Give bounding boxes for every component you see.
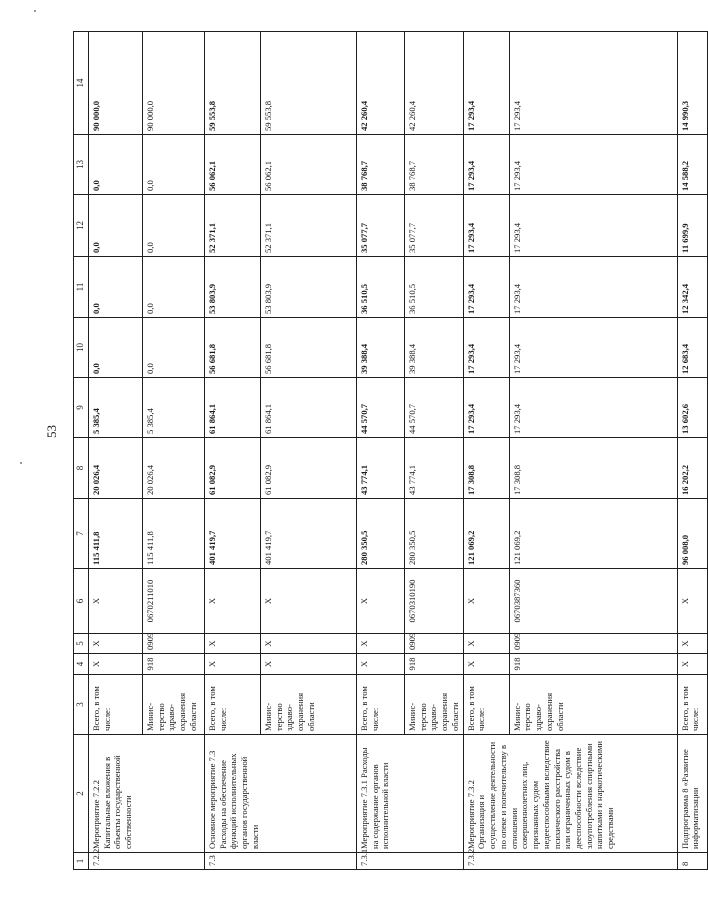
column-number: 2: [74, 735, 89, 853]
amount-v13: 0,0: [89, 135, 143, 195]
column-number: 6: [74, 569, 89, 634]
scan-speck: [20, 462, 22, 464]
budget-code-c5: 0909: [405, 634, 464, 654]
amount-v14: 90 000,0: [143, 32, 205, 135]
amount-v14: 59 553,8: [261, 32, 357, 135]
amount-v13: 56 062,1: [205, 135, 261, 195]
amount-v8: 61 082,9: [261, 438, 357, 499]
row-number: 7.3.2: [463, 853, 677, 870]
amount-v12: 17 293,4: [509, 195, 677, 257]
amount-v12: 0,0: [89, 195, 143, 257]
amount-v10: 39 388,4: [405, 318, 464, 378]
budget-code-c4: 918: [143, 654, 205, 675]
budget-code-c4: 918: [405, 654, 464, 675]
budget-code-c4: Х: [677, 654, 707, 675]
budget-code-c4: Х: [463, 654, 509, 675]
budget-code-c6: Х: [205, 569, 261, 634]
amount-v11: 53 803,9: [205, 257, 261, 318]
scan-speck: [34, 10, 36, 12]
amount-v8: 17 308,8: [463, 438, 509, 499]
amount-v10: 39 388,4: [357, 318, 405, 378]
column-number: 1: [74, 853, 89, 870]
amount-v9: 17 293,4: [463, 378, 509, 438]
budget-code-c4: Х: [89, 654, 143, 675]
measure-name: Подпрограмма 8 «Развитие информатизации: [677, 735, 707, 853]
budget-code-c6: Х: [677, 569, 707, 634]
column-number: 11: [74, 257, 89, 318]
amount-v13: 17 293,4: [463, 135, 509, 195]
amount-v11: 12 342,4: [677, 257, 707, 318]
amount-v12: 35 077,7: [405, 195, 464, 257]
measure-name: Мероприятие 7.2.2 Капитальные вложения в объекты государственной собственности: [89, 735, 205, 853]
budget-code-c5: Х: [261, 634, 357, 654]
amount-v10: 17 293,4: [463, 318, 509, 378]
row-number: 8: [677, 853, 707, 870]
amount-v10: 0,0: [143, 318, 205, 378]
amount-v8: 61 082,9: [205, 438, 261, 499]
measure-name: Мероприятие 7.3.2 Организация и осуществление деятельности по опеке и попечительству в отношении совершеннолетних лиц, признанных судом недееспособными вследствие психического расстройства или ограниченных судом в дееспособности вследствие злоупотребления спиртными напитками и наркотическими средствами: [463, 735, 677, 853]
amount-v12: 52 371,1: [205, 195, 261, 257]
budget-code-c6: 0670211010: [143, 569, 205, 634]
column-number: 12: [74, 195, 89, 257]
row-number: 7.3: [205, 853, 357, 870]
amount-v7: 115 411,8: [89, 499, 143, 569]
amount-v11: 53 803,9: [261, 257, 357, 318]
funding-source: Всего, в том числе:: [89, 675, 143, 735]
amount-v11: 36 510,5: [405, 257, 464, 318]
budget-code-c5: 0909: [509, 634, 677, 654]
amount-v9: 44 570,7: [405, 378, 464, 438]
budget-code-c6: 0670310190: [405, 569, 464, 634]
column-number: 9: [74, 378, 89, 438]
budget-code-c6: 0670387360: [509, 569, 677, 634]
amount-v9: 17 293,4: [509, 378, 677, 438]
funding-source: Всего, в том числе:: [205, 675, 261, 735]
amount-v8: 16 202,2: [677, 438, 707, 499]
amount-v11: 36 510,5: [357, 257, 405, 318]
column-number-row: [74, 32, 89, 870]
amount-v10: 17 293,4: [509, 318, 677, 378]
funding-source: Минис-терство здраво-охранения области: [143, 675, 205, 735]
amount-v8: 20 026,4: [89, 438, 143, 499]
funding-source: Всего, в том числе:: [677, 675, 707, 735]
rotated-table-wrapper: [73, 32, 701, 870]
funding-source: Всего, в том числе:: [463, 675, 509, 735]
funding-source: Минис-терство здраво-охранения области: [405, 675, 464, 735]
funding-source: Минис-терство здраво-охранения области: [261, 675, 357, 735]
amount-v10: 0,0: [89, 318, 143, 378]
amount-v13: 56 062,1: [261, 135, 357, 195]
amount-v14: 17 293,4: [509, 32, 677, 135]
measure-name: Основное мероприятие 7.3 Расходы на обеспечение функций исполнительных органов государственной власти: [205, 735, 357, 853]
measure-name: Мероприятие 7.3.1 Расходы на содержание органов исполнительной власти: [357, 735, 464, 853]
column-number: 3: [74, 675, 89, 735]
amount-v10: 56 681,8: [205, 318, 261, 378]
amount-v10: 56 681,8: [261, 318, 357, 378]
amount-v11: 0,0: [89, 257, 143, 318]
amount-v9: 5 385,4: [143, 378, 205, 438]
funding-source: Минис-терство здраво-охранения области: [509, 675, 677, 735]
amount-v12: 11 699,9: [677, 195, 707, 257]
amount-v7: 115 411,8: [143, 499, 205, 569]
amount-v13: 38 768,7: [357, 135, 405, 195]
column-number: 8: [74, 438, 89, 499]
budget-code-c5: Х: [357, 634, 405, 654]
table-row: [205, 32, 261, 870]
amount-v9: 5 385,4: [89, 378, 143, 438]
table-row: [357, 32, 405, 870]
amount-v10: 12 683,4: [677, 318, 707, 378]
budget-code-c4: 918: [509, 654, 677, 675]
amount-v9: 44 570,7: [357, 378, 405, 438]
amount-v11: 17 293,4: [463, 257, 509, 318]
amount-v7: 96 008,0: [677, 499, 707, 569]
amount-v9: 61 864,1: [261, 378, 357, 438]
amount-v14: 90 000,0: [89, 32, 143, 135]
amount-v11: 0,0: [143, 257, 205, 318]
budget-code-c4: Х: [261, 654, 357, 675]
amount-v7: 121 069,2: [509, 499, 677, 569]
budget-code-c6: Х: [357, 569, 405, 634]
amount-v14: 14 990,3: [677, 32, 707, 135]
column-number: 4: [74, 654, 89, 675]
amount-v8: 43 774,1: [357, 438, 405, 499]
table-row: [677, 32, 707, 870]
amount-v8: 43 774,1: [405, 438, 464, 499]
amount-v13: 14 588,2: [677, 135, 707, 195]
amount-v7: 121 069,2: [463, 499, 509, 569]
amount-v8: 17 308,8: [509, 438, 677, 499]
budget-code-c5: Х: [89, 634, 143, 654]
amount-v12: 0,0: [143, 195, 205, 257]
budget-code-c4: Х: [205, 654, 261, 675]
amount-v7: 401 419,7: [205, 499, 261, 569]
page-number: 53: [44, 425, 59, 438]
amount-v9: 13 602,6: [677, 378, 707, 438]
amount-v9: 61 864,1: [205, 378, 261, 438]
budget-code-c4: Х: [357, 654, 405, 675]
amount-v14: 17 293,4: [463, 32, 509, 135]
amount-v13: 17 293,4: [509, 135, 677, 195]
funding-source: Всего, в том числе:: [357, 675, 405, 735]
amount-v14: 59 553,8: [205, 32, 261, 135]
row-number: 7.3.1: [357, 853, 464, 870]
column-number: 5: [74, 634, 89, 654]
amount-v12: 52 371,1: [261, 195, 357, 257]
amount-v13: 0,0: [143, 135, 205, 195]
column-number: 13: [74, 135, 89, 195]
budget-code-c6: Х: [463, 569, 509, 634]
amount-v8: 20 026,4: [143, 438, 205, 499]
column-number: 10: [74, 318, 89, 378]
budget-code-c6: Х: [89, 569, 143, 634]
budget-code-c5: 0909: [143, 634, 205, 654]
amount-v14: 42 260,4: [357, 32, 405, 135]
budget-code-c5: Х: [677, 634, 707, 654]
column-number: 7: [74, 499, 89, 569]
amount-v12: 35 077,7: [357, 195, 405, 257]
column-number: 14: [74, 32, 89, 135]
amount-v7: 280 350,5: [357, 499, 405, 569]
row-number: 7.2.2: [89, 853, 205, 870]
amount-v12: 17 293,4: [463, 195, 509, 257]
amount-v7: 401 419,7: [261, 499, 357, 569]
budget-code-c5: Х: [463, 634, 509, 654]
program-funding-table: [73, 31, 708, 870]
budget-code-c5: Х: [205, 634, 261, 654]
amount-v11: 17 293,4: [509, 257, 677, 318]
amount-v13: 38 768,7: [405, 135, 464, 195]
table-row: [89, 32, 143, 870]
amount-v14: 42 260,4: [405, 32, 464, 135]
budget-code-c6: Х: [261, 569, 357, 634]
amount-v7: 280 350,5: [405, 499, 464, 569]
table-row: [463, 32, 509, 870]
